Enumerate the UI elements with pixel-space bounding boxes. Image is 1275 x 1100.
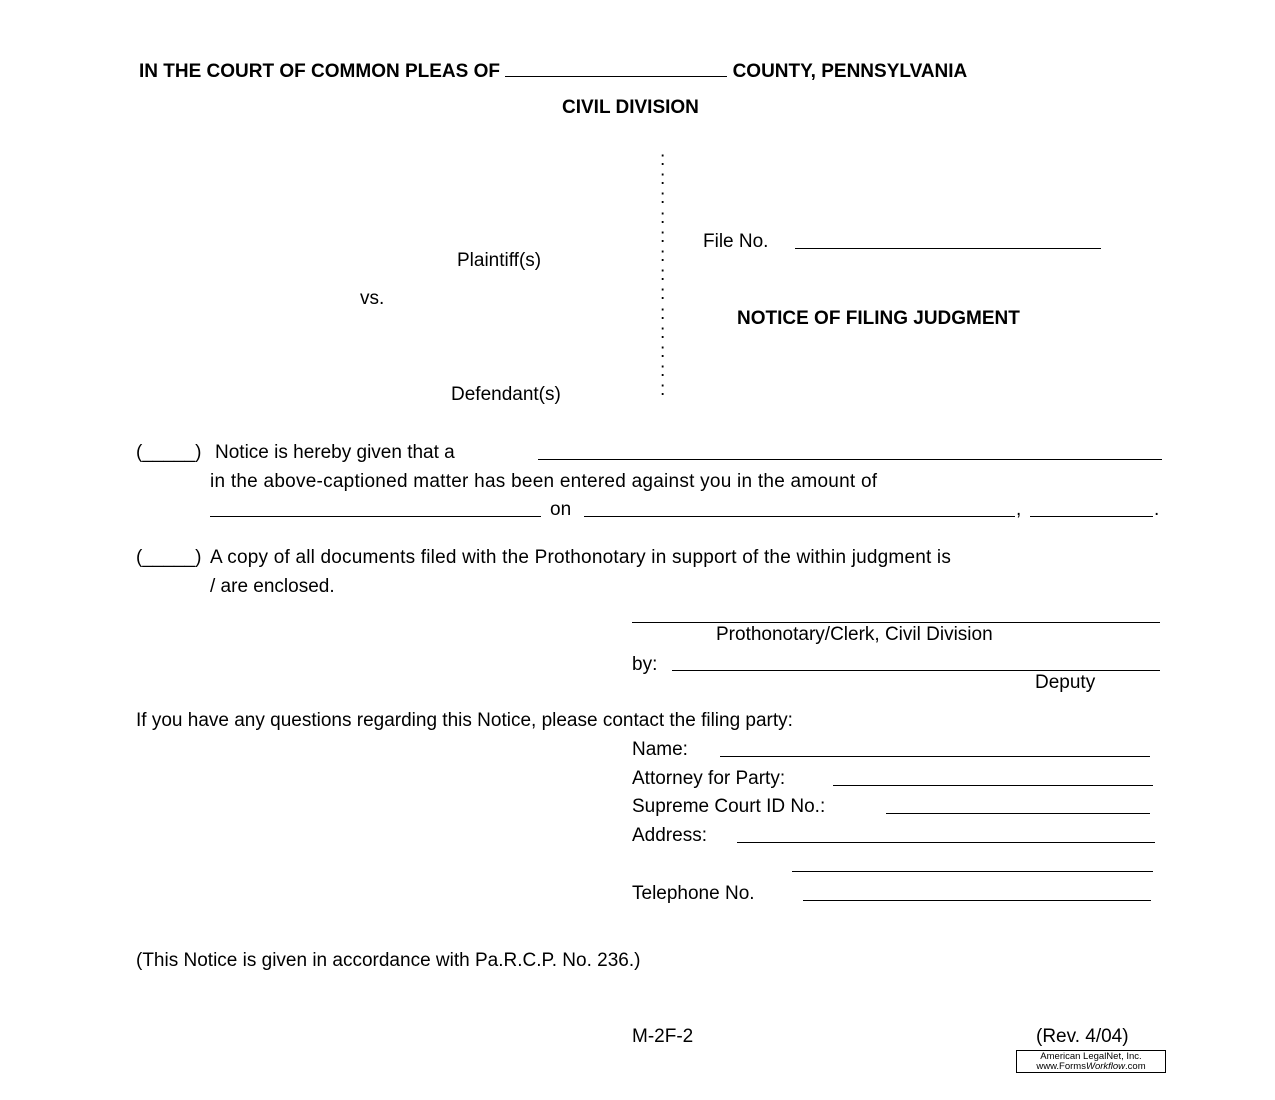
court-suffix: COUNTY, PENNSYLVANIA: [732, 61, 968, 82]
supreme-court-id-field[interactable]: [886, 813, 1150, 814]
deputy-signature-line[interactable]: [672, 670, 1160, 671]
notice-line-2: in the above-captioned matter has been entered against you in the amount of: [210, 471, 878, 492]
comma: ,: [1016, 499, 1022, 520]
prothonotary-signature-line[interactable]: [632, 622, 1160, 623]
stamp-line-2: www.FormsWorkflow.com: [1036, 1061, 1146, 1072]
date-field[interactable]: [584, 516, 1015, 517]
division-heading: CIVIL DIVISION: [562, 97, 699, 118]
prothonotary-label: Prothonotary/Clerk, Civil Division: [716, 624, 993, 645]
name-label: Name:: [632, 739, 688, 760]
form-code: M-2F-2: [632, 1026, 694, 1047]
vs-label: vs.: [360, 288, 385, 309]
publisher-stamp: [1016, 1050, 1166, 1073]
caption-divider: : : : : : : : : : : : : :: [660, 149, 666, 401]
supreme-court-id-label: Supreme Court ID No.:: [632, 796, 826, 817]
telephone-field[interactable]: [803, 900, 1151, 901]
notice-title: NOTICE OF FILING JUDGMENT: [737, 308, 1020, 329]
telephone-label: Telephone No.: [632, 883, 755, 904]
county-blank[interactable]: [505, 59, 727, 77]
attorney-label: Attorney for Party:: [632, 768, 786, 789]
attorney-field[interactable]: [833, 785, 1153, 786]
address-label: Address:: [632, 825, 707, 846]
deputy-label: Deputy: [1035, 672, 1096, 693]
defendant-label: Defendant(s): [451, 384, 561, 405]
contact-intro: If you have any questions regarding this Notice, please contact the filing party:: [136, 710, 793, 731]
address-field-1[interactable]: [737, 842, 1155, 843]
judgment-type-field[interactable]: [538, 459, 1162, 460]
name-field[interactable]: [720, 756, 1150, 757]
year-field[interactable]: [1030, 516, 1153, 517]
period: .: [1154, 499, 1160, 520]
rule-note: (This Notice is given in accordance with Pa.R.C.P. No. 236.): [136, 950, 641, 971]
stamp-line-1: American LegalNet, Inc.: [1040, 1051, 1142, 1062]
documents-checkbox[interactable]: (_____): [136, 547, 202, 568]
documents-line-2: / are enclosed.: [210, 576, 335, 597]
amount-field[interactable]: [210, 516, 541, 517]
file-no-field[interactable]: [795, 248, 1101, 249]
file-no-label: File No.: [703, 231, 769, 252]
documents-line-1: A copy of all documents filed with the Prothonotary in support of the within judgment is: [210, 547, 952, 568]
notice-line-1: Notice is hereby given that a: [215, 442, 455, 463]
address-field-2[interactable]: [792, 871, 1153, 872]
plaintiff-label: Plaintiff(s): [457, 250, 542, 271]
by-label: by:: [632, 654, 658, 675]
court-prefix: IN THE COURT OF COMMON PLEAS OF: [139, 61, 500, 82]
judgment-checkbox[interactable]: (_____): [136, 442, 202, 463]
on-label: on: [550, 499, 572, 520]
court-heading: [139, 59, 967, 83]
revision: (Rev. 4/04): [1036, 1026, 1129, 1047]
